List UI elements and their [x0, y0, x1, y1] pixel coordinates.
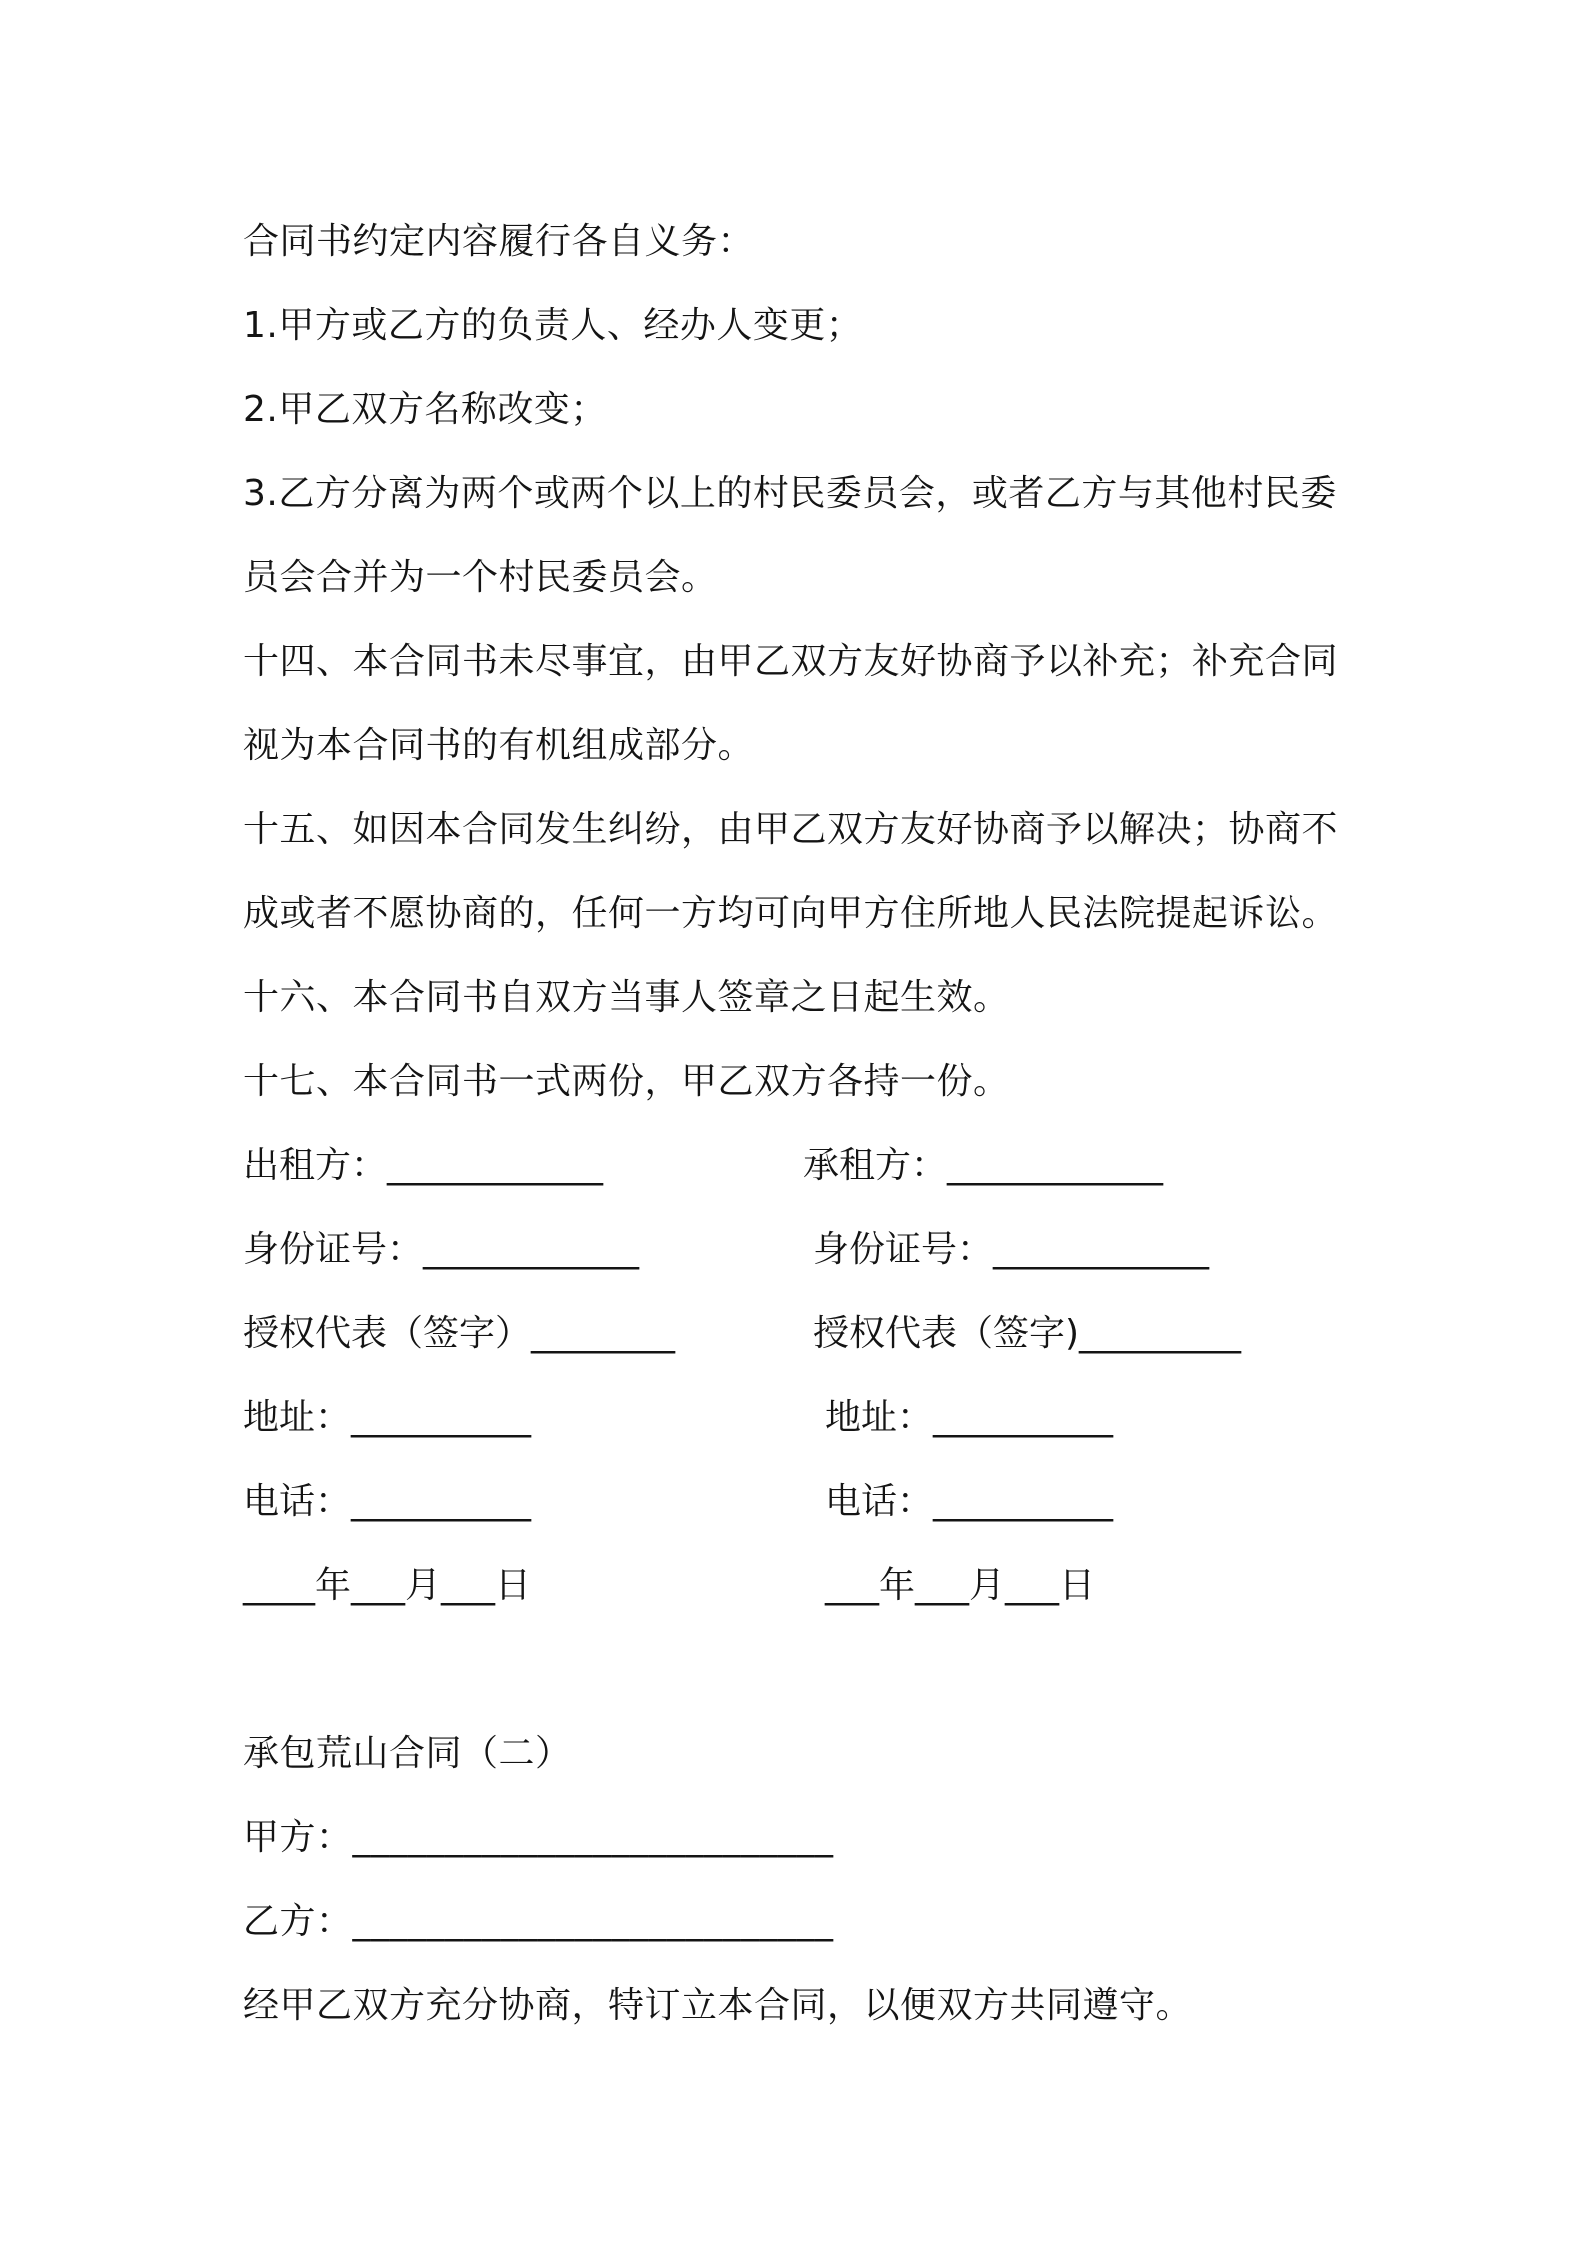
phone-right: 电话：__________ — [825, 1481, 1114, 1522]
paragraph-line: 1.甲方或乙方的负责人、经办人变更； — [243, 305, 863, 346]
address-left: 地址：__________ — [243, 1397, 532, 1438]
paragraph-line: 十五、如因本合同发生纠纷，由甲乙双方友好协商予以解决；协商不 — [243, 809, 1339, 850]
signature-block — [243, 1124, 1363, 1628]
second-contract-intro: 经甲乙双方充分协商，特订立本合同，以便双方共同遵守。 — [243, 1985, 1193, 2026]
date-right: ___年___月___日 — [825, 1565, 1096, 1606]
authorized-rep-left: 授权代表（签字）________ — [243, 1313, 676, 1354]
paragraph-line: 视为本合同书的有机组成部分。 — [243, 725, 755, 766]
second-contract-title: 承包荒山合同（二） — [243, 1733, 572, 1774]
party-b-field: 乙方：__________________________ — [243, 1901, 834, 1942]
paragraph-line: 十四、本合同书未尽事宜，由甲乙双方友好协商予以补充；补充合同 — [243, 641, 1339, 682]
party-a-field: 甲方：__________________________ — [243, 1817, 834, 1858]
signature-row — [243, 1376, 1363, 1460]
paragraph-line: 十七、本合同书一式两份，甲乙双方各持一份。 — [243, 1061, 1010, 1102]
authorized-rep-right: 授权代表（签字)_________ — [813, 1313, 1242, 1354]
paragraph-line: 合同书约定内容履行各自义务： — [243, 221, 755, 262]
lessor-field: 出租方：____________ — [243, 1145, 604, 1186]
address-right: 地址：__________ — [825, 1397, 1114, 1438]
document-content — [243, 200, 1363, 2048]
paragraph-line: 3.乙方分离为两个或两个以上的村民委员会，或者乙方与其他村民委 — [243, 473, 1337, 514]
signature-row — [243, 1460, 1363, 1544]
lessee-field: 承租方：____________ — [803, 1145, 1164, 1186]
signature-row — [243, 1124, 1363, 1208]
paragraph-line: 成或者不愿协商的，任何一方均可向甲方住所地人民法院提起诉讼。 — [243, 893, 1339, 934]
id-number-left: 身份证号：____________ — [243, 1229, 640, 1270]
paragraph-line: 十六、本合同书自双方当事人签章之日起生效。 — [243, 977, 1010, 1018]
id-number-right: 身份证号：____________ — [813, 1229, 1210, 1270]
paragraph-line: 2.甲乙双方名称改变； — [243, 389, 607, 430]
signature-row — [243, 1544, 1363, 1628]
date-left: ____年___月___日 — [243, 1565, 532, 1606]
paragraph-line: 员会合并为一个村民委员会。 — [243, 557, 718, 598]
phone-left: 电话：__________ — [243, 1481, 532, 1522]
section-spacer — [243, 1628, 1363, 1712]
signature-row — [243, 1292, 1363, 1376]
signature-row — [243, 1208, 1363, 1292]
